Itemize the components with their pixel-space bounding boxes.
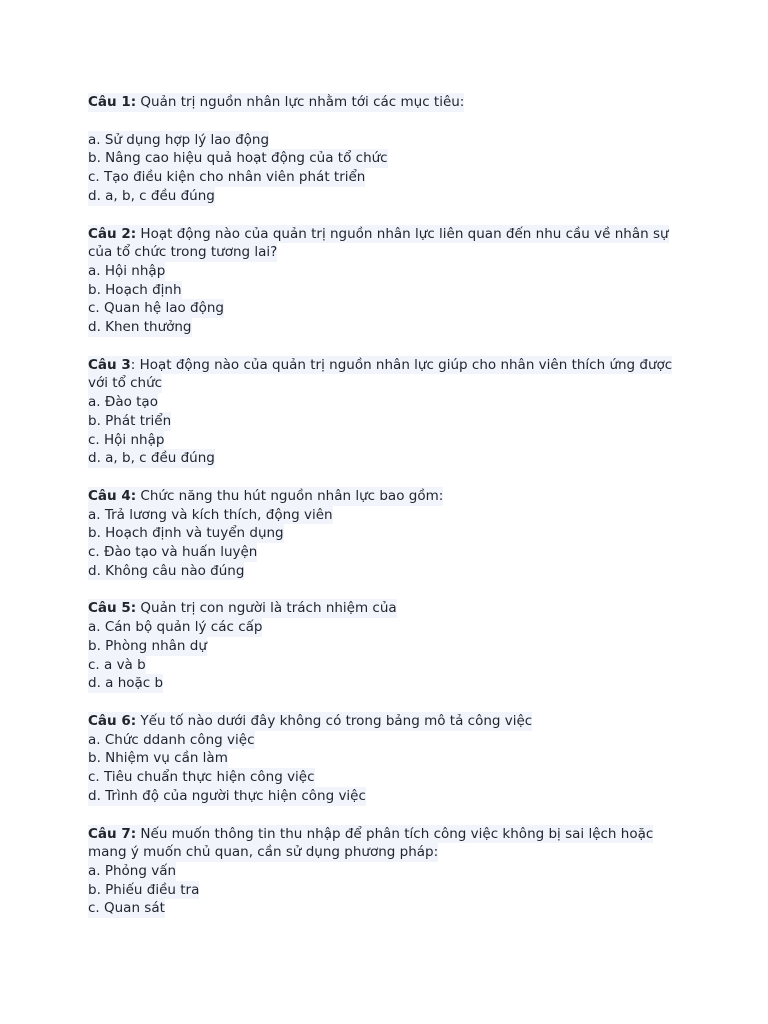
question-gap	[88, 206, 728, 225]
question-1-label: Câu 1:	[88, 94, 137, 110]
question-1	[88, 93, 728, 206]
question-3-answer-a: a. Đào tạo	[88, 394, 158, 411]
question-gap	[88, 468, 728, 487]
question-3-text-line-2: với tổ chức	[88, 375, 163, 392]
question-7-answer-a: a. Phỏng vấn	[88, 862, 177, 879]
question-6-title	[88, 712, 532, 731]
question-2-answers	[88, 262, 728, 337]
question-1-answers	[88, 131, 728, 206]
question-6	[88, 712, 728, 806]
question-7-answers	[88, 862, 728, 918]
question-3	[88, 356, 728, 468]
question-7-text-line-2: mang ý muốn chủ quan, cần sử dụng phương pháp:	[88, 844, 439, 861]
question-7	[88, 825, 728, 919]
question-6-answer-a: a. Chức ddanh công việc	[88, 731, 255, 748]
question-gap	[88, 337, 728, 356]
question-6-answers	[88, 731, 728, 806]
question-3-answers	[88, 393, 728, 468]
question-gap	[88, 693, 728, 712]
question-7-title	[88, 825, 653, 844]
question-7-text-line-1: Nếu muốn thông tin thu nhập để phân tích công việc không bị sai lệch hoặc	[140, 825, 654, 842]
question-4-answer-c: c. Đào tạo và huấn luyện	[88, 544, 258, 561]
question-7-label: Câu 7:	[88, 825, 137, 842]
question-gap	[88, 806, 728, 825]
question-4-answer-a: a. Trả lương và kích thích, động viên	[88, 506, 333, 523]
question-6-label: Câu 6:	[88, 712, 137, 729]
question-4-text: Chức năng thu hút nguồn nhân lực bao gồm:	[140, 487, 444, 504]
question-2-label: Câu 2:	[88, 225, 137, 242]
question-3-answer-d: d. a, b, c đều đúng	[88, 450, 215, 467]
question-4-answer-b: b. Hoạch định và tuyển dụng	[88, 525, 284, 542]
question-1-answer-d: d. a, b, c đều đúng	[88, 187, 215, 204]
question-4	[88, 487, 728, 581]
question-5-answers	[88, 618, 728, 693]
question-2-title	[88, 225, 669, 244]
question-1-answer-b: b. Nâng cao hiệu quả hoạt động của tổ chức	[88, 150, 388, 167]
question-4-answer-d: d. Không câu nào đúng	[88, 562, 245, 579]
question-6-answer-b: b. Nhiệm vụ cần làm	[88, 750, 228, 767]
question-2	[88, 225, 728, 337]
question-gap	[88, 580, 728, 599]
question-5-answer-c: c. a và b	[88, 656, 146, 673]
question-5-title	[88, 599, 397, 618]
question-1-answer-c: c. Tạo điều kiện cho nhân viên phát triển	[88, 169, 366, 186]
question-1-answer-a: a. Sử dụng hợp lý lao động	[88, 131, 270, 148]
quiz-document	[88, 93, 728, 918]
question-5-answer-b: b. Phòng nhân dự	[88, 637, 207, 654]
question-2-text-line-2: của tổ chức trong tương lai?	[88, 244, 278, 261]
question-5-label: Câu 5:	[88, 600, 137, 617]
question-2-answer-a: a. Hội nhập	[88, 262, 166, 279]
question-6-text: Yếu tố nào dưới đây không có trong bảng mô tả công việc	[140, 712, 533, 729]
question-2-answer-c: c. Quan hệ lao động	[88, 300, 224, 317]
question-5	[88, 599, 728, 693]
question-4-label: Câu 4:	[88, 487, 137, 504]
question-5-text: Quản trị con người là trách nhiệm của	[140, 600, 397, 617]
question-2-answer-d: d. Khen thưởng	[88, 319, 192, 336]
question-2-answer-b: b. Hoạch định	[88, 281, 182, 298]
question-5-answer-d: d. a hoặc b	[88, 675, 164, 692]
question-2-text-line-1: Hoạt động nào của quản trị nguồn nhân lực liên quan đến nhu cầu về nhân sự	[140, 225, 669, 242]
question-5-answer-a: a. Cán bộ quản lý các cấp	[88, 619, 263, 636]
question-6-answer-d: d. Trình độ của người thực hiện công việc	[88, 787, 366, 804]
question-3-answer-c: c. Hội nhập	[88, 431, 165, 448]
question-3-text-line-1: : Hoạt động nào của quản trị nguồn nhân lực giúp cho nhân viên thích ứng được	[130, 356, 673, 373]
question-1-spacing	[88, 112, 728, 131]
question-7-answer-b: b. Phiếu điều tra	[88, 881, 200, 898]
question-1-text: Quản trị nguồn nhân lực nhằm tới các mục tiêu:	[140, 94, 465, 110]
question-1-title	[88, 93, 464, 112]
question-7-answer-c: c. Quan sát	[88, 900, 165, 917]
question-3-answer-b: b. Phát triển	[88, 412, 172, 429]
question-3-label: Câu 3	[88, 356, 131, 373]
question-6-answer-c: c. Tiêu chuẩn thực hiện công việc	[88, 769, 315, 786]
question-4-answers	[88, 506, 728, 581]
question-3-title	[88, 356, 672, 375]
question-4-title	[88, 487, 443, 506]
